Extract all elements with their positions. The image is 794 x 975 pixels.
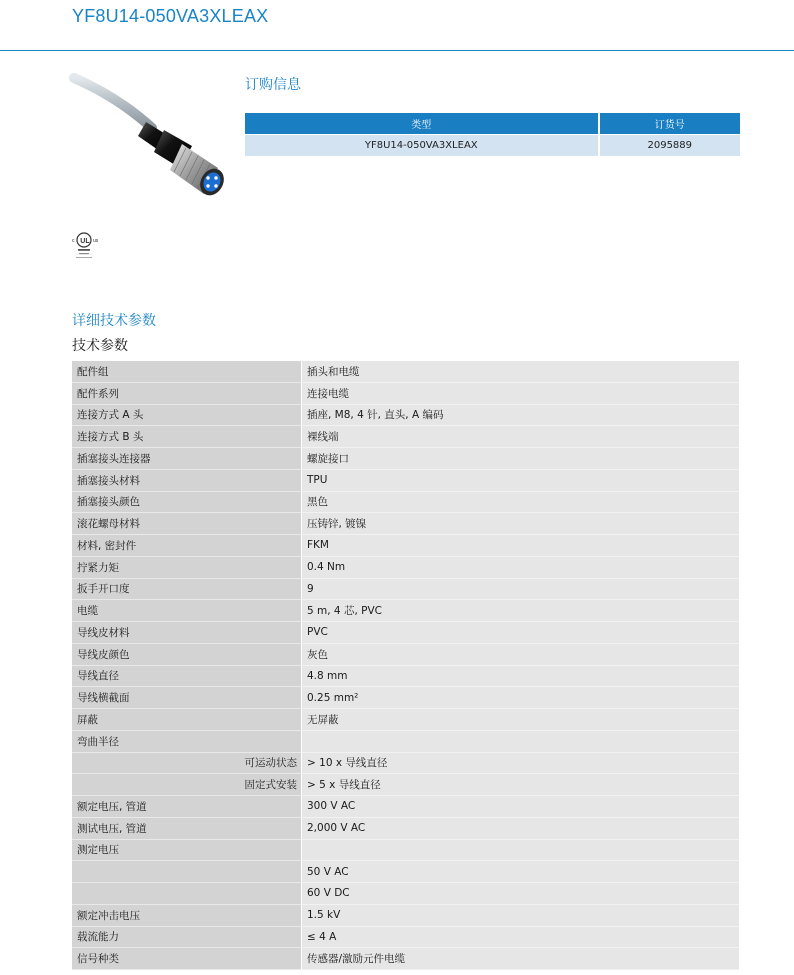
spec-key <box>72 883 301 905</box>
header-divider <box>0 50 794 51</box>
part-number-cell: 2095889 <box>599 134 740 156</box>
spec-key: 弯曲半径 <box>72 731 301 753</box>
spec-key: 电缆 <box>72 600 301 622</box>
table-row <box>72 796 739 818</box>
spec-key: 测试电压, 管道 <box>72 818 301 840</box>
spec-key: 拧紧力矩 <box>72 557 301 579</box>
spec-key: 导线皮材料 <box>72 622 301 644</box>
table-row <box>72 948 739 970</box>
spec-value: 插头和电缆 <box>301 361 739 383</box>
type-cell: YF8U14-050VA3XLEAX <box>245 134 599 156</box>
table-row <box>72 818 739 840</box>
spec-value: > 10 x 导线直径 <box>301 753 739 775</box>
spec-key: 插塞接头材料 <box>72 470 301 492</box>
spec-key: 配件系列 <box>72 383 301 405</box>
table-row <box>72 774 739 796</box>
spec-value: 裸线端 <box>301 426 739 448</box>
table-row <box>72 731 739 753</box>
table-row <box>72 405 739 427</box>
table-row <box>72 513 739 535</box>
spec-key: 连接方式 B 头 <box>72 426 301 448</box>
spec-key: 屏蔽 <box>72 709 301 731</box>
order-table-header <box>245 113 740 134</box>
spec-key <box>72 861 301 883</box>
table-row <box>72 927 739 949</box>
spec-key: 导线直径 <box>72 666 301 688</box>
table-row <box>72 666 739 688</box>
connector-cable-image <box>68 72 228 202</box>
table-row <box>72 905 739 927</box>
svg-text:c: c <box>72 238 75 244</box>
spec-value: 压铸锌, 镀镍 <box>301 513 739 535</box>
spec-key: 配件组 <box>72 361 301 383</box>
table-row <box>245 134 740 156</box>
spec-value: 插座, M8, 4 针, 直头, A 编码 <box>301 405 739 427</box>
spec-value: 9 <box>301 579 739 601</box>
spec-value: 螺旋接口 <box>301 448 739 470</box>
svg-text:us: us <box>93 238 99 244</box>
spec-value: TPU <box>301 470 739 492</box>
spec-value: 60 V DC <box>301 883 739 905</box>
spec-key: 连接方式 A 头 <box>72 405 301 427</box>
table-row <box>72 840 739 862</box>
spec-value: 2,000 V AC <box>301 818 739 840</box>
spec-value: 5 m, 4 芯, PVC <box>301 600 739 622</box>
spec-value: ≤ 4 A <box>301 927 739 949</box>
table-row <box>72 557 739 579</box>
spec-value: 无屏蔽 <box>301 709 739 731</box>
table-row <box>72 883 739 905</box>
spec-key: 额定电压, 管道 <box>72 796 301 818</box>
table-row <box>72 600 739 622</box>
table-row <box>72 361 739 383</box>
spec-subkey: 可运动状态 <box>72 753 301 775</box>
page-title: YF8U14-050VA3XLEAX <box>72 6 269 26</box>
c-ul-us-certification-icon <box>70 230 104 260</box>
spec-key: 插塞接头连接器 <box>72 448 301 470</box>
spec-key: 插塞接头颜色 <box>72 492 301 514</box>
table-row <box>72 622 739 644</box>
spec-value: 1.5 kV <box>301 905 739 927</box>
spec-key: 测定电压 <box>72 840 301 862</box>
spec-value: 灰色 <box>301 644 739 666</box>
order-table <box>245 113 740 156</box>
spec-key: 扳手开口度 <box>72 579 301 601</box>
table-row <box>72 448 739 470</box>
column-header-part-number: 订货号 <box>599 113 740 134</box>
svg-text:UL: UL <box>80 237 90 245</box>
specs-subheading: 技术参数 <box>72 338 128 354</box>
spec-value: 连接电缆 <box>301 383 739 405</box>
spec-value: > 5 x 导线直径 <box>301 774 739 796</box>
spec-value <box>301 840 739 862</box>
spec-key: 信号种类 <box>72 948 301 970</box>
spec-value: PVC <box>301 622 739 644</box>
column-header-type: 类型 <box>245 113 599 134</box>
table-row <box>72 426 739 448</box>
spec-subkey: 固定式安装 <box>72 774 301 796</box>
spec-value: 黑色 <box>301 492 739 514</box>
table-row <box>72 644 739 666</box>
spec-key: 导线横截面 <box>72 687 301 709</box>
spec-key: 材料, 密封件 <box>72 535 301 557</box>
spec-value: 传感器/激励元件电缆 <box>301 948 739 970</box>
spec-value <box>301 731 739 753</box>
spec-table <box>72 361 739 970</box>
spec-key: 额定冲击电压 <box>72 905 301 927</box>
table-row <box>72 687 739 709</box>
table-row <box>72 383 739 405</box>
spec-key: 载流能力 <box>72 927 301 949</box>
spec-value: 300 V AC <box>301 796 739 818</box>
table-row <box>72 753 739 775</box>
spec-value: 0.4 Nm <box>301 557 739 579</box>
spec-value: 0.25 mm² <box>301 687 739 709</box>
spec-key: 导线皮颜色 <box>72 644 301 666</box>
order-info-heading: 订购信息 <box>245 77 301 93</box>
table-row <box>72 579 739 601</box>
spec-key: 滚花螺母材料 <box>72 513 301 535</box>
table-row <box>72 535 739 557</box>
spec-value: 4.8 mm <box>301 666 739 688</box>
table-row <box>72 470 739 492</box>
table-row <box>72 861 739 883</box>
table-row <box>72 709 739 731</box>
spec-value: 50 V AC <box>301 861 739 883</box>
table-row <box>72 492 739 514</box>
detailed-specs-heading: 详细技术参数 <box>72 313 156 329</box>
spec-value: FKM <box>301 535 739 557</box>
